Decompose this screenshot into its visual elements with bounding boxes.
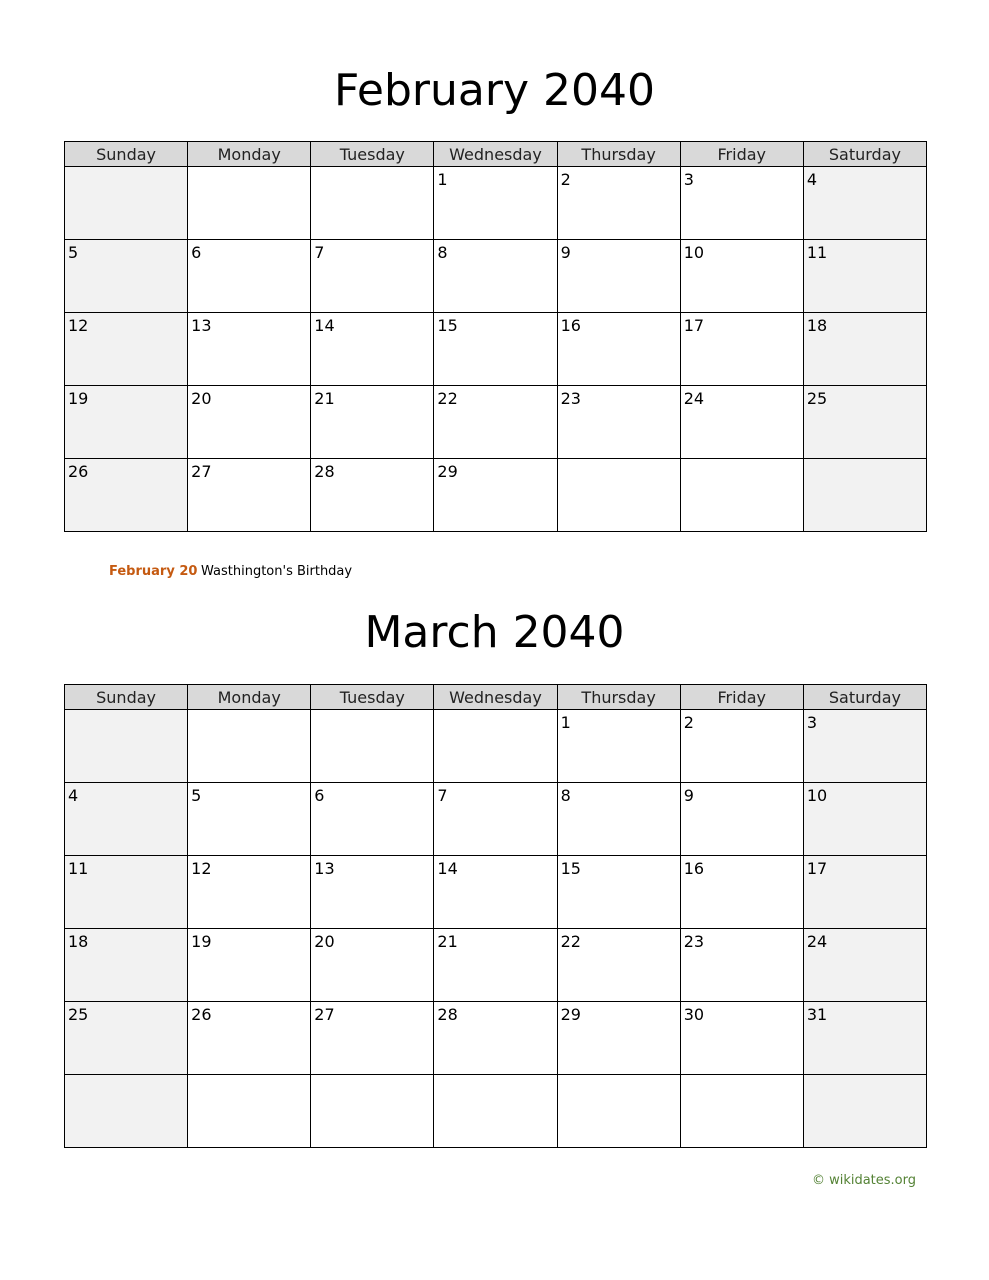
day-cell — [188, 240, 311, 313]
holiday-name: Wasthington's Birthday — [201, 564, 353, 579]
day-number: 6 — [314, 786, 325, 805]
day-cell — [311, 856, 434, 929]
day-cell — [803, 710, 926, 783]
day-number: 1 — [560, 713, 571, 732]
day-cell — [680, 710, 803, 783]
day-number — [188, 710, 310, 713]
day-number — [188, 167, 310, 170]
calendar-grid-march — [64, 684, 927, 1148]
day-number: 5 — [191, 786, 202, 805]
day-cell — [803, 386, 926, 459]
weekday-header-monday: Monday — [188, 142, 311, 167]
day-number: 11 — [68, 859, 89, 878]
day-cell — [557, 313, 680, 386]
day-cell — [65, 386, 188, 459]
day-number — [311, 167, 433, 170]
day-number — [65, 1075, 187, 1078]
weekday-header-wednesday: Wednesday — [434, 142, 557, 167]
day-cell — [557, 459, 680, 532]
week-row — [65, 459, 927, 532]
day-number — [804, 1075, 926, 1078]
day-number: 13 — [191, 316, 212, 335]
day-cell — [680, 459, 803, 532]
day-cell — [65, 856, 188, 929]
day-number: 20 — [314, 932, 335, 951]
day-cell — [434, 240, 557, 313]
weekday-header-sunday: Sunday — [65, 142, 188, 167]
day-number — [311, 710, 433, 713]
weekday-header-thursday: Thursday — [557, 685, 680, 710]
day-number: 16 — [683, 859, 705, 878]
day-number — [804, 459, 926, 462]
day-number: 11 — [806, 243, 828, 262]
day-number: 28 — [314, 462, 335, 481]
day-number: 20 — [191, 389, 212, 408]
day-number: 22 — [437, 389, 458, 408]
day-number — [558, 1075, 680, 1078]
day-number — [311, 1075, 433, 1078]
week-row — [65, 856, 927, 929]
day-number: 8 — [560, 786, 571, 805]
day-cell — [311, 783, 434, 856]
day-number: 12 — [68, 316, 89, 335]
day-cell — [65, 313, 188, 386]
weekday-header-friday: Friday — [680, 685, 803, 710]
day-cell — [803, 856, 926, 929]
day-number: 25 — [68, 1005, 89, 1024]
day-cell — [434, 313, 557, 386]
day-number: 31 — [806, 1005, 828, 1024]
day-cell — [803, 313, 926, 386]
day-number: 4 — [806, 170, 818, 189]
day-cell — [311, 167, 434, 240]
week-row — [65, 386, 927, 459]
day-cell — [680, 240, 803, 313]
day-cell — [311, 386, 434, 459]
weekday-header-wednesday: Wednesday — [434, 685, 557, 710]
day-number: 24 — [806, 932, 828, 951]
day-number: 9 — [560, 243, 571, 262]
day-cell — [680, 386, 803, 459]
day-cell — [188, 1002, 311, 1075]
day-number: 13 — [314, 859, 335, 878]
day-number: 1 — [437, 170, 448, 189]
day-number: 18 — [806, 316, 828, 335]
day-cell — [65, 929, 188, 1002]
day-number — [65, 167, 187, 170]
day-cell — [803, 167, 926, 240]
day-cell — [188, 313, 311, 386]
day-cell — [311, 710, 434, 783]
day-number: 17 — [806, 859, 828, 878]
calendar-grid-february — [64, 141, 927, 532]
day-number: 7 — [314, 243, 325, 262]
day-cell — [65, 783, 188, 856]
day-cell — [680, 1075, 803, 1148]
day-cell — [434, 856, 557, 929]
week-row — [65, 1075, 927, 1148]
day-number: 17 — [683, 316, 705, 335]
day-number: 23 — [683, 932, 705, 951]
day-cell — [680, 783, 803, 856]
day-number: 28 — [437, 1005, 458, 1024]
month-title-february: February 2040 — [334, 65, 655, 116]
day-number: 26 — [68, 462, 89, 481]
day-cell — [311, 929, 434, 1002]
week-row — [65, 783, 927, 856]
day-cell — [65, 710, 188, 783]
day-cell — [434, 929, 557, 1002]
week-row — [65, 710, 927, 783]
day-cell — [803, 783, 926, 856]
footer-credit[interactable]: © wikidates.org — [811, 1173, 916, 1188]
day-number: 10 — [683, 243, 705, 262]
weekday-header-thursday: Thursday — [557, 142, 680, 167]
day-cell — [434, 167, 557, 240]
day-number: 27 — [191, 462, 212, 481]
day-cell — [65, 1002, 188, 1075]
day-number: 2 — [560, 170, 571, 189]
day-cell — [434, 386, 557, 459]
day-number: 7 — [437, 786, 448, 805]
weekday-header-tuesday: Tuesday — [311, 685, 434, 710]
month-title-march: March 2040 — [364, 607, 625, 658]
day-number: 23 — [560, 389, 581, 408]
day-cell — [557, 167, 680, 240]
weekday-header-saturday: Saturday — [803, 685, 926, 710]
day-cell — [557, 240, 680, 313]
day-number: 6 — [191, 243, 202, 262]
day-cell — [434, 710, 557, 783]
day-cell — [311, 459, 434, 532]
day-cell — [557, 386, 680, 459]
weekday-header-friday: Friday — [680, 142, 803, 167]
day-cell — [557, 1002, 680, 1075]
day-number: 2 — [683, 713, 694, 732]
day-cell — [188, 929, 311, 1002]
day-cell — [434, 1075, 557, 1148]
day-number: 21 — [314, 389, 335, 408]
day-cell — [311, 1075, 434, 1148]
weekday-header-tuesday: Tuesday — [311, 142, 434, 167]
day-cell — [680, 1002, 803, 1075]
day-cell — [65, 1075, 188, 1148]
day-cell — [188, 783, 311, 856]
weekday-header-monday: Monday — [188, 685, 311, 710]
day-cell — [803, 1002, 926, 1075]
day-number: 15 — [560, 859, 581, 878]
day-number: 3 — [683, 170, 694, 189]
week-row — [65, 313, 927, 386]
day-number: 16 — [560, 316, 581, 335]
day-cell — [557, 929, 680, 1002]
weekday-header-sunday: Sunday — [65, 685, 188, 710]
day-number: 19 — [191, 932, 212, 951]
week-row — [65, 929, 927, 1002]
day-number: 10 — [806, 786, 828, 805]
day-number: 30 — [683, 1005, 705, 1024]
day-cell — [557, 783, 680, 856]
day-number: 8 — [437, 243, 448, 262]
day-number — [434, 710, 556, 713]
day-number: 14 — [437, 859, 458, 878]
day-cell — [680, 856, 803, 929]
day-cell — [311, 313, 434, 386]
day-number — [681, 1075, 803, 1078]
day-cell — [557, 1075, 680, 1148]
day-cell — [680, 929, 803, 1002]
day-number: 21 — [437, 932, 458, 951]
day-cell — [680, 313, 803, 386]
day-cell — [188, 710, 311, 783]
weekday-header-row — [65, 685, 927, 710]
day-number: 29 — [560, 1005, 581, 1024]
day-number — [681, 459, 803, 462]
day-number — [558, 459, 680, 462]
day-cell — [65, 459, 188, 532]
week-row — [65, 1002, 927, 1075]
day-cell — [188, 856, 311, 929]
day-cell — [557, 710, 680, 783]
day-number: 27 — [314, 1005, 335, 1024]
day-number: 9 — [683, 786, 694, 805]
day-cell — [803, 1075, 926, 1148]
day-cell — [65, 240, 188, 313]
day-number: 15 — [437, 316, 458, 335]
week-row — [65, 167, 927, 240]
weekday-header-row — [65, 142, 927, 167]
day-cell — [311, 240, 434, 313]
day-cell — [434, 1002, 557, 1075]
day-cell — [803, 240, 926, 313]
day-cell — [188, 459, 311, 532]
day-number: 26 — [191, 1005, 212, 1024]
day-number — [65, 710, 187, 713]
day-cell — [680, 167, 803, 240]
weekday-header-saturday: Saturday — [803, 142, 926, 167]
day-cell — [65, 167, 188, 240]
holiday-note — [109, 563, 352, 581]
day-number: 3 — [806, 713, 818, 732]
day-cell — [188, 167, 311, 240]
day-number: 25 — [806, 389, 828, 408]
day-number: 18 — [68, 932, 89, 951]
day-number: 12 — [191, 859, 212, 878]
day-number: 5 — [68, 243, 79, 262]
day-number: 4 — [68, 786, 79, 805]
day-cell — [188, 386, 311, 459]
holiday-date: February 20 — [109, 564, 198, 579]
day-cell — [311, 1002, 434, 1075]
day-number: 19 — [68, 389, 89, 408]
day-number: 14 — [314, 316, 335, 335]
day-number: 22 — [560, 932, 581, 951]
day-number: 24 — [683, 389, 705, 408]
day-cell — [557, 856, 680, 929]
week-row — [65, 240, 927, 313]
day-cell — [434, 459, 557, 532]
day-cell — [188, 1075, 311, 1148]
day-cell — [434, 783, 557, 856]
day-number — [434, 1075, 556, 1078]
day-cell — [803, 459, 926, 532]
day-cell — [803, 929, 926, 1002]
day-number — [188, 1075, 310, 1078]
day-number: 29 — [437, 462, 458, 481]
